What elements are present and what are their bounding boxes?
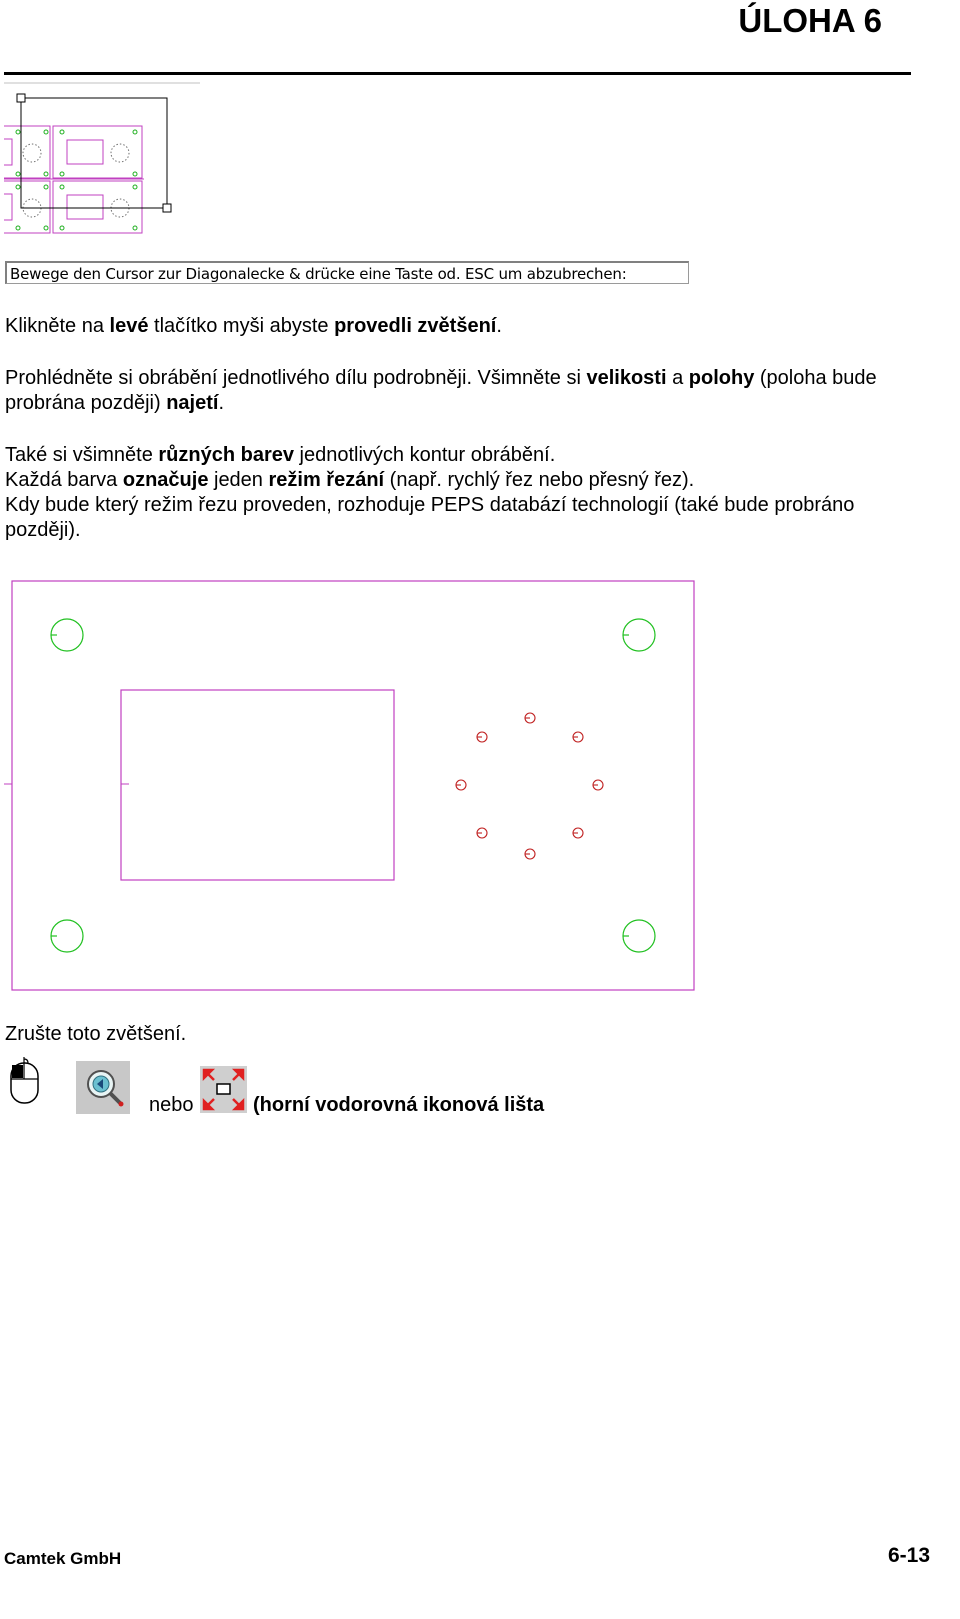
cad-zoomed-part-drawing [4, 578, 704, 994]
text-run: tlačítko myši abyste [148, 315, 335, 337]
toolbar-location-label: (horní vodorovná ikonová lišta [253, 1094, 545, 1116]
text-run: . [496, 315, 502, 337]
mouse-icon [8, 1057, 42, 1105]
drill-hole-pattern [456, 713, 603, 859]
command-prompt-text: Bewege den Cursor zur Diagonalecke & drücke eine Taste od. ESC um abzubrechen: [10, 265, 627, 283]
paragraph-colors [5, 443, 905, 543]
text-run: Každá barva [5, 469, 123, 491]
cad-preview-screenshot [4, 82, 204, 242]
text-run: . [218, 392, 225, 414]
bold-run: různých barev [158, 444, 294, 466]
bold-run: levé [109, 315, 149, 337]
footer-company: Camtek GmbH [4, 1549, 122, 1568]
text-run: (např. rychlý řez nebo přesný řez). [384, 469, 695, 491]
bold-run: označuje [122, 469, 209, 491]
text-run: a [666, 367, 689, 389]
bold-run: velikosti [586, 367, 667, 389]
text-run: Také si všimněte [5, 444, 159, 466]
text-run: Prohlédněte si obrábění jednotlivého dílu podrobněji. Všimněte si [5, 367, 587, 389]
text-run: Klikněte na [5, 315, 110, 337]
line-colors-3: Kdy bude který režim řezu proveden, rozhoduje PEPS databází technologií (také bude probráno později). [5, 494, 855, 541]
footer-page-number: 6-13 [887, 1544, 930, 1567]
bold-run: polohy [688, 367, 755, 389]
paragraph-inspect [5, 366, 885, 416]
page-title: ÚLOHA 6 [738, 2, 882, 39]
zoom-fit-icon[interactable] [200, 1066, 247, 1113]
line-colors-1 [5, 443, 905, 468]
nebo-text: nebo [149, 1094, 194, 1116]
command-prompt-line [5, 261, 689, 284]
title-rule [4, 72, 911, 75]
bold-run: najetí [166, 392, 219, 414]
text-run: jeden [208, 469, 269, 491]
rectangular-cutout [121, 690, 394, 880]
paragraph-zoom-click [5, 314, 502, 339]
text-run: (poloha bude probrána později) [5, 367, 877, 414]
bold-run: provedli zvětšení [334, 315, 497, 337]
part-outline [12, 581, 694, 990]
paragraph-cancel-zoom: Zrušte toto zvětšení. [5, 1023, 187, 1045]
bold-run: režim řezání [268, 469, 385, 491]
zoom-previous-icon[interactable] [76, 1061, 130, 1114]
text-run: jednotlivých kontur obrábění. [294, 444, 556, 466]
clamp-holes [51, 619, 655, 952]
line-colors-2 [5, 468, 905, 493]
